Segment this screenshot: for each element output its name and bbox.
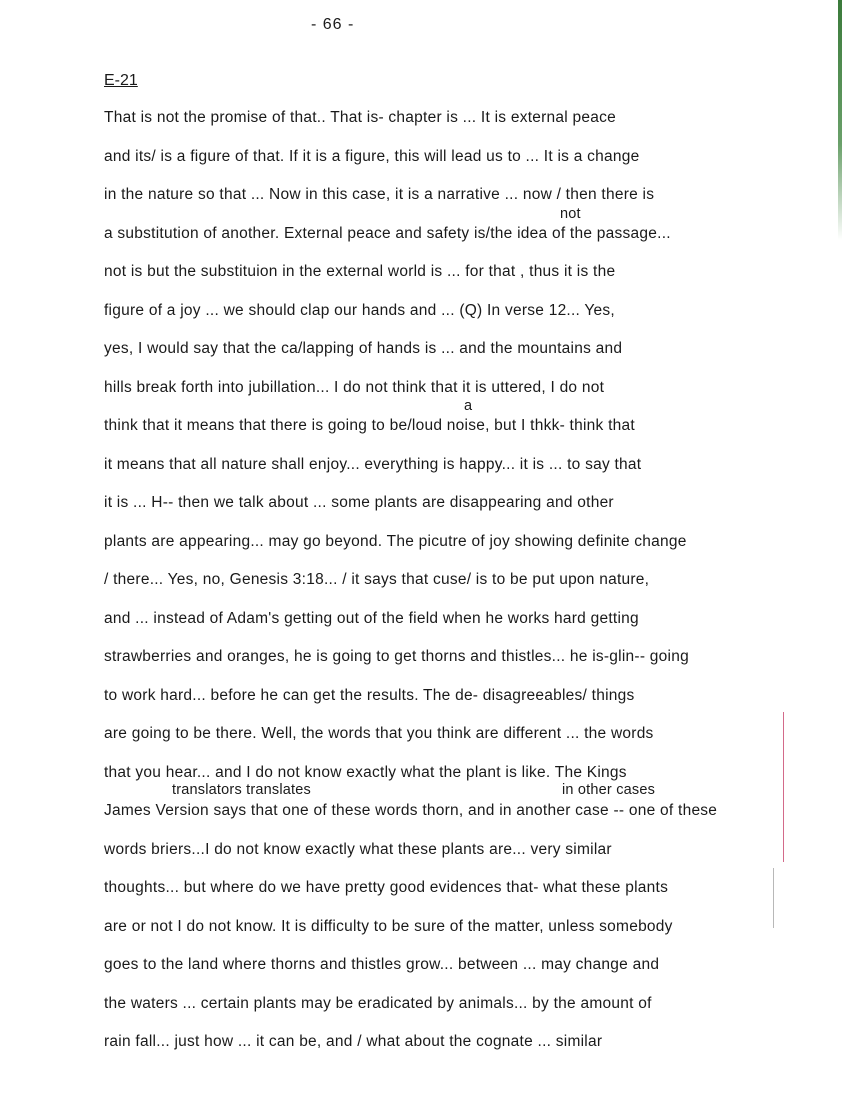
text-line-8: hills break forth into jubillation... I do not think that it is uttered, I do not bbox=[104, 379, 605, 396]
text-line-21: thoughts... but where do we have pretty good evidences that- what these plants bbox=[104, 879, 669, 896]
text-line-25: rain fall... just how ... it can be, and / what about the cognate ... similar bbox=[104, 1033, 603, 1050]
insertion-translators-translates: translators translates bbox=[172, 782, 311, 798]
text-line-22: are or not I do not know. It is difficulty to be sure of the matter, unless somebody bbox=[104, 918, 673, 935]
margin-revision-bar bbox=[783, 712, 784, 862]
text-line-9: think that it means that there is going to be/loud noise, but I thkk- think that bbox=[104, 417, 635, 434]
text-line-1: That is not the promise of that.. That is- chapter is ... It is external peace bbox=[104, 109, 617, 126]
text-line-11: it is ... H-- then we talk about ... some plants are disappearing and other bbox=[104, 494, 614, 511]
margin-revision-bar-faint bbox=[773, 868, 774, 928]
text-line-23: goes to the land where thorns and thistles grow... between ... may change and bbox=[104, 956, 660, 973]
section-code: E-21 bbox=[104, 72, 138, 89]
page-number: - 66 - bbox=[311, 16, 355, 33]
text-line-2: and its/ is a figure of that. If it is a figure, this will lead us to ... It is a change bbox=[104, 148, 640, 165]
insertion-not: not bbox=[560, 206, 581, 222]
text-line-14: and ... instead of Adam's getting out of the field when he works hard getting bbox=[104, 610, 639, 627]
text-line-7: yes, I would say that the ca/lapping of hands is ... and the mountains and bbox=[104, 340, 623, 357]
text-line-16: to work hard... before he can get the results. The de- disagreeables/ things bbox=[104, 687, 635, 704]
text-line-10: it means that all nature shall enjoy... everything is happy... it is ... to say that bbox=[104, 456, 642, 473]
text-line-17: are going to be there. Well, the words that you think are different ... the words bbox=[104, 725, 654, 742]
text-line-24: the waters ... certain plants may be eradicated by animals... by the amount of bbox=[104, 995, 652, 1012]
insertion-a: a bbox=[464, 398, 473, 414]
text-line-13: / there... Yes, no, Genesis 3:18... / it says that cuse/ is to be put upon nature, bbox=[104, 571, 650, 588]
text-line-3: in the nature so that ... Now in this case, it is a narrative ... now / then there is bbox=[104, 186, 655, 203]
text-line-19: James Version says that one of these words thorn, and in another case -- one of these bbox=[104, 802, 718, 819]
text-line-12: plants are appearing... may go beyond. The picutre of joy showing definite change bbox=[104, 533, 687, 550]
text-line-15: strawberries and oranges, he is going to get thorns and thistles... he is-glin-- going bbox=[104, 648, 689, 665]
text-line-6: figure of a joy ... we should clap our hands and ... (Q) In verse 12... Yes, bbox=[104, 302, 615, 319]
insertion-in-other-cases: in other cases bbox=[562, 782, 656, 798]
text-line-18: that you hear... and I do not know exactly what the plant is like. The Kings bbox=[104, 764, 627, 781]
page-edge-mark bbox=[838, 0, 842, 240]
text-line-4: a substitution of another. External peace and safety is/the idea of the passage... bbox=[104, 225, 671, 242]
text-line-20: words briers...I do not know exactly what these plants are... very similar bbox=[104, 841, 612, 858]
text-line-5: not is but the substituion in the external world is ... for that , thus it is the bbox=[104, 263, 616, 280]
